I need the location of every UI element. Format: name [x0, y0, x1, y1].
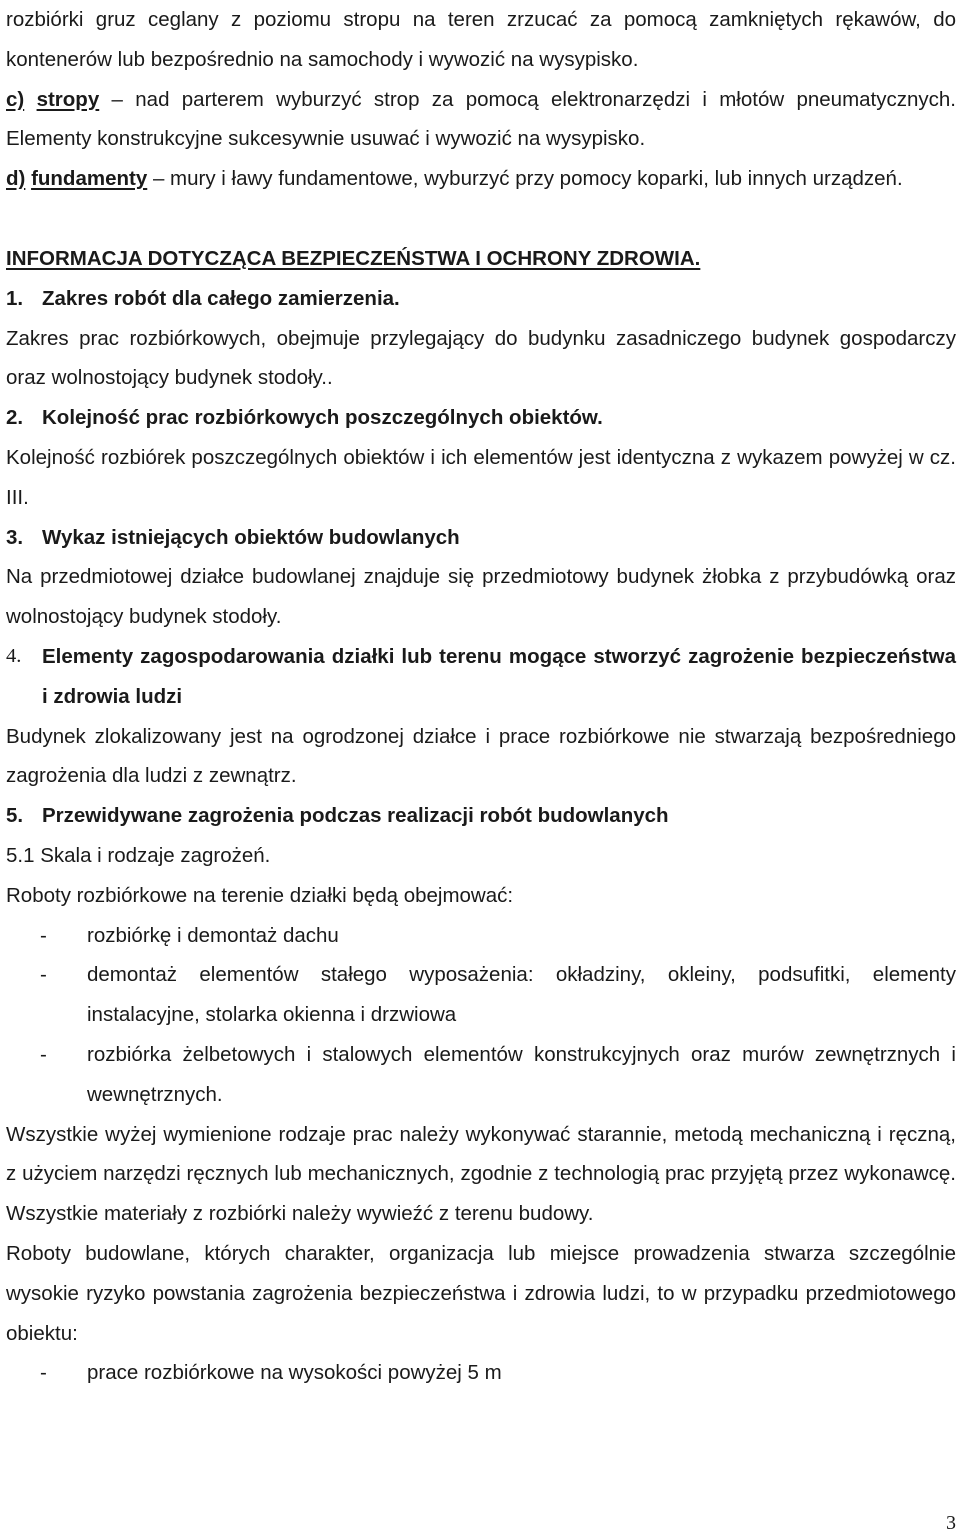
- list-item-text: demontaż elementów stałego wyposażenia: okładziny, okleiny, podsufitki, elementy instalacyjne, stolarka okienna i drzwiowa: [87, 963, 956, 1027]
- document-page: [6, 0, 956, 1393]
- section-1-number: 1.: [6, 286, 24, 310]
- list-item: [6, 955, 956, 1035]
- dash-bullet: -: [40, 963, 47, 987]
- section-5-title: Przewidywane zagrożenia podczas realizacji robót budowlanych: [42, 804, 669, 828]
- item-d-label: d): [6, 167, 26, 191]
- dash-bullet: -: [40, 1361, 47, 1385]
- list-item-text: prace rozbiórkowe na wysokości powyżej 5 m: [87, 1361, 502, 1385]
- list-item: [6, 916, 956, 956]
- list-item-text: rozbiórka żelbetowych i stalowych elementów konstrukcyjnych oraz murów zewnętrznych i wewnętrznych.: [87, 1042, 956, 1106]
- section-2-number: 2.: [6, 406, 24, 430]
- section-2-body: Kolejność rozbiórek poszczególnych obiektów i ich elementów jest identyczna z wykazem powyżej w cz. III.: [6, 445, 956, 509]
- section-5-paragraph-1: Wszystkie wyżej wymienione rodzaje prac należy wykonywać starannie, metodą mechaniczną i ręczną, z użyciem narzędzi ręcznych lub mechanicznych, zgodnie z technologią prac przyjętą przez wykonawcę. Wszystkie materiały z rozbiórki należy wywieźć z terenu budowy.: [6, 1122, 956, 1226]
- section-3-heading: [6, 518, 956, 558]
- section-5-intro: Roboty rozbiórkowe na terenie działki będą obejmować:: [6, 883, 514, 907]
- high-risk-list: [6, 1353, 956, 1393]
- item-d: [6, 159, 956, 199]
- section-4-title: Elementy zagospodarowania działki lub terenu mogące stworzyć zagrożenie bezpieczeństwa i zdrowia ludzi: [42, 644, 956, 708]
- item-d-term: fundamenty: [31, 167, 148, 191]
- section-1-title: Zakres robót dla całego zamierzenia.: [42, 286, 400, 310]
- section-4-heading: [6, 637, 956, 717]
- section-3-number: 3.: [6, 525, 24, 549]
- item-c-text: – nad parterem wyburzyć strop za pomocą elektronarzędzi i młotów pneumatycznych. Elementy konstrukcyjne sukcesywnie usuwać i wywozić na wysypisko.: [6, 87, 956, 151]
- item-c-label: c): [6, 87, 25, 111]
- page-number: 3: [946, 1512, 956, 1534]
- intro-paragraph: rozbiórki gruz ceglany z poziomu stropu na teren zrzucać za pomocą zamkniętych rękawów, do kontenerów lub bezpośrednio na samochody i wywozić na wysypisko.: [6, 8, 956, 71]
- section-title: INFORMACJA DOTYCZĄCA BEZPIECZEŃSTWA I OCHRONY ZDROWIA.: [6, 246, 701, 270]
- dash-bullet: -: [40, 923, 47, 947]
- section-1-body: Zakres prac rozbiórkowych, obejmuje przylegający do budynku zasadniczego budynek gospodarczy oraz wolnostojący budynek stodoły..: [6, 326, 956, 390]
- section-4-body: Budynek zlokalizowany jest na ogrodzonej działce i prace rozbiórkowe nie stwarzają bezpośredniego zagrożenia dla ludzi z zewnątrz.: [6, 724, 956, 788]
- section-1-heading: [6, 279, 956, 319]
- section-3-body: Na przedmiotowej działce budowlanej znajduje się przedmiotowy budynek żłobka z przybudówką oraz wolnostojący budynek stodoły.: [6, 565, 956, 629]
- section-5-1-subheading: 5.1 Skala i rodzaje zagrożeń.: [6, 843, 271, 867]
- list-item: [6, 1035, 956, 1115]
- works-list: [6, 916, 956, 1115]
- item-d-text: – mury i ławy fundamentowe, wyburzyć przy pomocy koparki, lub innych urządzeń.: [147, 167, 903, 191]
- item-c: [6, 80, 956, 160]
- section-3-title: Wykaz istniejących obiektów budowlanych: [42, 525, 460, 549]
- section-2-heading: [6, 398, 956, 438]
- section-5-number: 5.: [6, 804, 24, 828]
- dash-bullet: -: [40, 1042, 47, 1066]
- item-c-term: stropy: [36, 87, 100, 111]
- section-5-heading: [6, 796, 956, 836]
- section-4-number: 4.: [6, 644, 22, 667]
- list-item: [6, 1353, 956, 1393]
- section-2-title: Kolejność prac rozbiórkowych poszczególnych obiektów.: [42, 406, 603, 430]
- section-5-paragraph-2: Roboty budowlane, których charakter, organizacja lub miejsce prowadzenia stwarza szczególnie wysokie ryzyko powstania zagrożenia bezpieczeństwa i zdrowia ludzi, to w przypadku przedmiotowego obiektu:: [6, 1241, 956, 1345]
- list-item-text: rozbiórkę i demontaż dachu: [87, 923, 339, 947]
- spacer: [6, 199, 956, 239]
